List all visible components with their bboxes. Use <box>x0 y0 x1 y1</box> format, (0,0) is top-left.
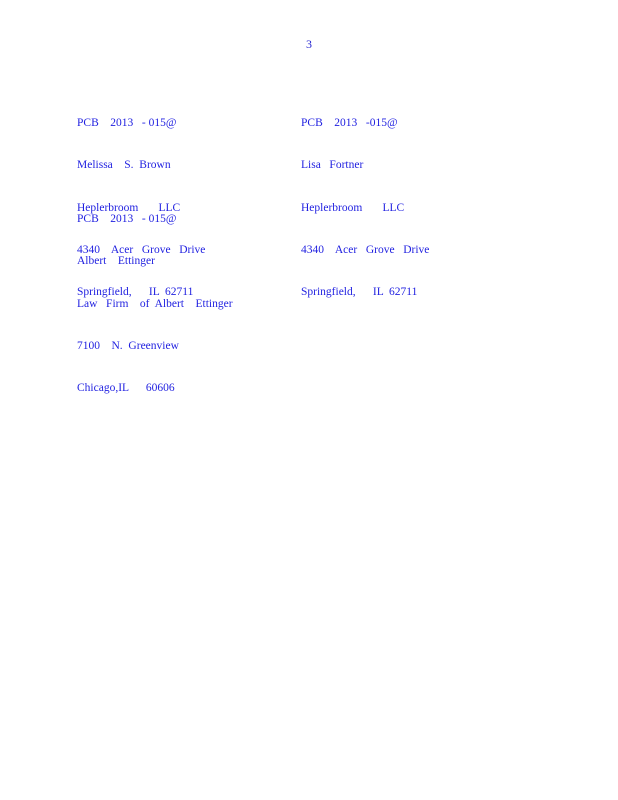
city-state-zip-line: Springfield, IL 62711 <box>301 286 418 299</box>
organization-line: Heplerbroom LLC <box>301 201 405 214</box>
street-address-line: 4340 Acer Grove Drive <box>77 244 206 257</box>
recipient-name-line: Melissa S. Brown <box>77 159 171 172</box>
case-number-line: PCB 2013 - 015@ <box>77 117 177 130</box>
recipient-name-line: Albert Ettinger <box>77 255 155 268</box>
city-state-zip-line: Springfield, IL 62711 <box>77 286 194 299</box>
case-number-line: PCB 2013 - 015@ <box>77 213 177 226</box>
recipient-name-line: Lisa Fortner <box>301 159 364 172</box>
case-number-line: PCB 2013 -015@ <box>301 117 398 130</box>
street-address-line: 4340 Acer Grove Drive <box>301 244 430 257</box>
city-state-zip-line: Chicago,IL 60606 <box>77 382 175 395</box>
address-label-lisa-fortner <box>301 88 429 314</box>
organization-line: Law Firm of Albert Ettinger <box>77 297 233 310</box>
street-address-line: 7100 N. Greenview <box>77 340 179 353</box>
address-label-albert-ettinger <box>77 184 233 410</box>
organization-line: Heplerbroom LLC <box>77 201 181 214</box>
page-number: 3 <box>306 37 312 51</box>
